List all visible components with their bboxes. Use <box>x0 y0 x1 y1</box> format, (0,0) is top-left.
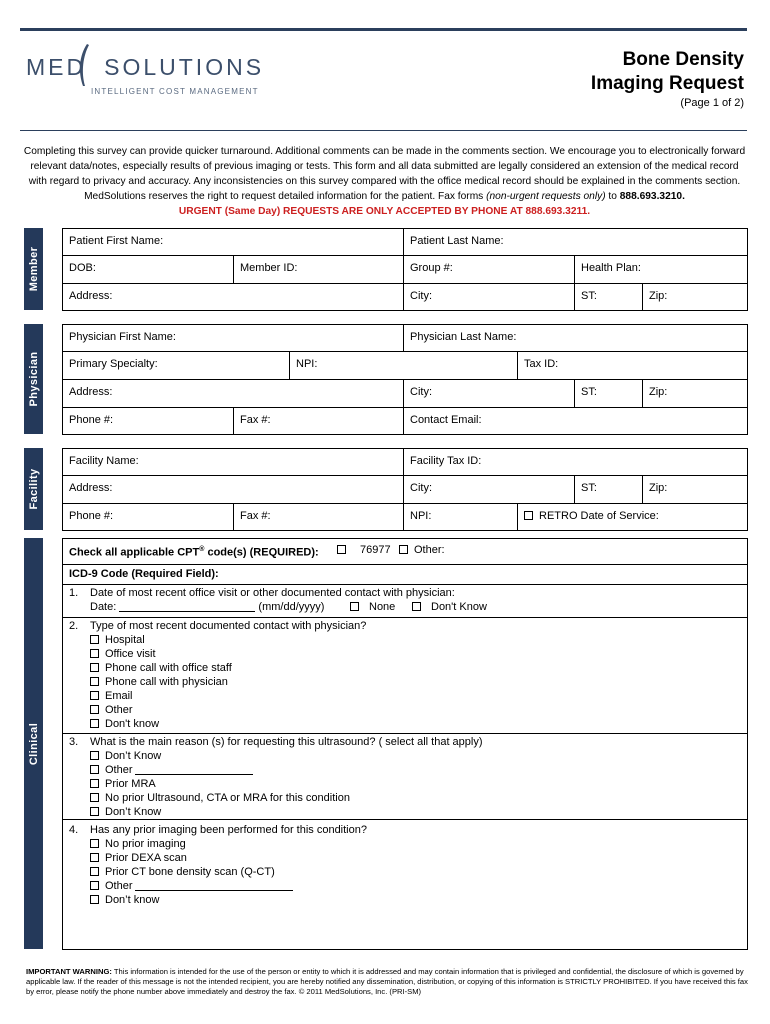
q3-checkbox[interactable] <box>90 807 99 816</box>
q3-option[interactable]: Prior MRA <box>90 777 156 791</box>
member-address-field[interactable]: Address: <box>63 284 404 310</box>
header-divider <box>20 130 747 131</box>
q4-checkbox[interactable] <box>90 895 99 904</box>
cpt-other-checkbox[interactable] <box>399 545 408 554</box>
facility-fax-field[interactable]: Fax #: <box>234 504 404 530</box>
facility-phone-field[interactable]: Phone #: <box>63 504 234 530</box>
q4-option[interactable]: Other <box>90 879 293 893</box>
physician-fax-field[interactable]: Fax #: <box>234 408 404 434</box>
facility-city-field[interactable]: City: <box>404 476 575 504</box>
health-plan-field[interactable]: Health Plan: <box>575 256 747 284</box>
q2-option[interactable]: Don't know <box>90 717 159 731</box>
facility-zip-field[interactable]: Zip: <box>643 476 747 504</box>
physician-tax-id-field[interactable]: Tax ID: <box>518 352 747 380</box>
member-section-label: Member <box>24 228 43 310</box>
physician-section <box>62 324 748 435</box>
q2-checkbox[interactable] <box>90 663 99 672</box>
cpt-other-option[interactable]: Other: <box>399 543 445 557</box>
q4-option[interactable]: Prior DEXA scan <box>90 851 187 865</box>
q2-option[interactable]: Other <box>90 703 133 717</box>
facility-section-label: Facility <box>24 448 43 530</box>
cpt-label: Check all applicable CPT® code(s) (REQUIRED): <box>69 546 319 559</box>
q2-option[interactable]: Email <box>90 689 133 703</box>
top-rule <box>20 28 747 31</box>
icd-label: ICD-9 Code (Required Field): <box>69 568 219 580</box>
physician-section-label: Physician <box>24 324 43 434</box>
q1-dontknow-checkbox[interactable] <box>412 602 421 611</box>
q4-other-input[interactable] <box>135 890 293 891</box>
q4-number: 4. <box>69 824 79 836</box>
q2-option[interactable]: Hospital <box>90 633 145 647</box>
q4-checkbox[interactable] <box>90 881 99 890</box>
contact-email-field[interactable]: Contact Email: <box>410 414 482 426</box>
q4-option[interactable]: No prior imaging <box>90 837 186 851</box>
dob-field[interactable]: DOB: <box>63 256 234 284</box>
facility-npi-field[interactable]: NPI: <box>404 504 518 530</box>
facility-section <box>62 448 748 531</box>
member-section <box>62 228 748 311</box>
q2-text: Type of most recent documented contact with physician? <box>90 620 367 632</box>
member-zip-field[interactable]: Zip: <box>649 290 668 302</box>
group-field[interactable]: Group #: <box>404 256 575 284</box>
q1-none-option[interactable]: None <box>350 600 395 614</box>
q2-number: 2. <box>69 620 79 632</box>
q2-checkbox[interactable] <box>90 635 99 644</box>
q3-option[interactable]: No prior Ultrasound, CTA or MRA for this condition <box>90 791 350 805</box>
q2-option[interactable]: Office visit <box>90 647 156 661</box>
q4-option[interactable]: Don’t know <box>90 893 159 907</box>
member-id-field[interactable]: Member ID: <box>234 256 404 284</box>
cpt-76977-checkbox[interactable] <box>337 545 346 554</box>
q2-checkbox[interactable] <box>90 649 99 658</box>
q4-option[interactable]: Prior CT bone density scan (Q-CT) <box>90 865 275 879</box>
q4-text: Has any prior imaging been performed for this condition? <box>90 824 367 836</box>
logo-wordmark: MED SOLUTIONS <box>26 54 265 80</box>
q3-checkbox[interactable] <box>90 765 99 774</box>
clinical-section-label: Clinical <box>24 538 43 949</box>
member-state-field[interactable]: ST: <box>575 284 643 310</box>
q1-date-line[interactable]: Date: (mm/dd/yyyy) <box>90 601 325 613</box>
primary-specialty-field[interactable]: Primary Specialty: <box>63 352 290 380</box>
retro-checkbox[interactable] <box>524 511 533 520</box>
q2-checkbox[interactable] <box>90 719 99 728</box>
q3-option[interactable]: Other <box>90 763 253 777</box>
q2-option[interactable]: Phone call with physician <box>90 675 228 689</box>
physician-phone-field[interactable]: Phone #: <box>63 408 234 434</box>
question-4 <box>63 819 747 949</box>
q3-text: What is the main reason (s) for requesting this ultrasound? ( select all that apply) <box>90 736 483 748</box>
physician-address-field[interactable]: Address: <box>63 380 404 408</box>
q3-checkbox[interactable] <box>90 751 99 760</box>
cpt-row <box>63 539 747 565</box>
q1-none-checkbox[interactable] <box>350 602 359 611</box>
important-warning: IMPORTANT WARNING: This information is intended for the use of the person or entity to which it is addressed and may contain information that is privileged and confidential, the disclosure of which is governed by applicable law. If the reader of this message is not the intended recipient, you are hereby notified any dissemination, distribution, or copying of this information is STRICTLY PROHIBITED. If you have received this fax by error, please notify the phone number above immediately and destroy the fax. © 2011 MedSolutions, Inc. (PRI-SM) <box>26 967 748 996</box>
facility-state-field[interactable]: ST: <box>575 476 643 504</box>
patient-last-name-field[interactable]: Patient Last Name: <box>404 229 747 256</box>
question-1 <box>63 584 747 618</box>
q4-checkbox[interactable] <box>90 839 99 848</box>
member-city-field[interactable]: City: <box>404 284 575 310</box>
physician-state-field[interactable]: ST: <box>575 380 643 408</box>
urgent-notice: URGENT (Same Day) REQUESTS ARE ONLY ACCEPTED BY PHONE AT 888.693.3211. <box>178 206 591 217</box>
q3-checkbox[interactable] <box>90 779 99 788</box>
page-indicator: (Page 1 of 2) <box>680 97 744 109</box>
retro-date-field[interactable]: RETRO Date of Service: <box>518 504 747 530</box>
clinical-section <box>62 538 748 950</box>
question-3 <box>63 733 747 820</box>
physician-zip-field[interactable]: Zip: <box>643 380 747 408</box>
facility-tax-id-field[interactable]: Facility Tax ID: <box>404 449 747 476</box>
logo-tagline: INTELLIGENT COST MANAGEMENT <box>91 87 259 96</box>
q2-checkbox[interactable] <box>90 691 99 700</box>
patient-first-name-field[interactable]: Patient First Name: <box>63 229 404 256</box>
q4-checkbox[interactable] <box>90 853 99 862</box>
q3-number: 3. <box>69 736 79 748</box>
q1-date-input[interactable] <box>119 611 255 612</box>
q4-checkbox[interactable] <box>90 867 99 876</box>
q3-option[interactable]: Don’t Know <box>90 805 161 819</box>
facility-name-field[interactable]: Facility Name: <box>63 449 404 476</box>
physician-first-name-field[interactable]: Physician First Name: <box>63 325 404 352</box>
q2-checkbox[interactable] <box>90 705 99 714</box>
physician-npi-field[interactable]: NPI: <box>290 352 518 380</box>
q1-text: Date of most recent office visit or other documented contact with physician: <box>90 587 455 599</box>
q1-dontknow-option[interactable]: Don't Know <box>412 600 487 614</box>
cpt-76977-option[interactable]: 76977 <box>337 543 391 557</box>
intro-text: Completing this survey can provide quicker turnaround. Additional comments can be made in the comments section. We encourage you to electronically forward relevant data/notes, especially results of previous imaging or tests. This form and all data submitted are legally considered an extension of the medical record with regard to privacy and accuracy. Any inconsistencies on this survey compared with the office medical record should be explained in the comments section. MedSolutions reserves the right to request detailed information for the patient. Fax forms (non-urgent requests only) to 888.693.3210. URGENT (Same Day) REQUESTS ARE ONLY ACCEPTED BY PHONE AT 888.693.3211. <box>23 146 746 217</box>
q1-number: 1. <box>69 587 79 599</box>
facility-address-field[interactable]: Address: <box>63 476 404 504</box>
q3-checkbox[interactable] <box>90 793 99 802</box>
form-title: Bone Density Imaging Request <box>590 49 744 94</box>
q2-checkbox[interactable] <box>90 677 99 686</box>
physician-last-name-field[interactable]: Physician Last Name: <box>404 325 747 352</box>
physician-city-field[interactable]: City: <box>404 380 575 408</box>
icd-row[interactable] <box>63 564 747 585</box>
q3-option[interactable]: Don’t Know <box>90 749 161 763</box>
question-2 <box>63 617 747 734</box>
q2-option[interactable]: Phone call with office staff <box>90 661 232 675</box>
q3-other-input[interactable] <box>135 774 253 775</box>
